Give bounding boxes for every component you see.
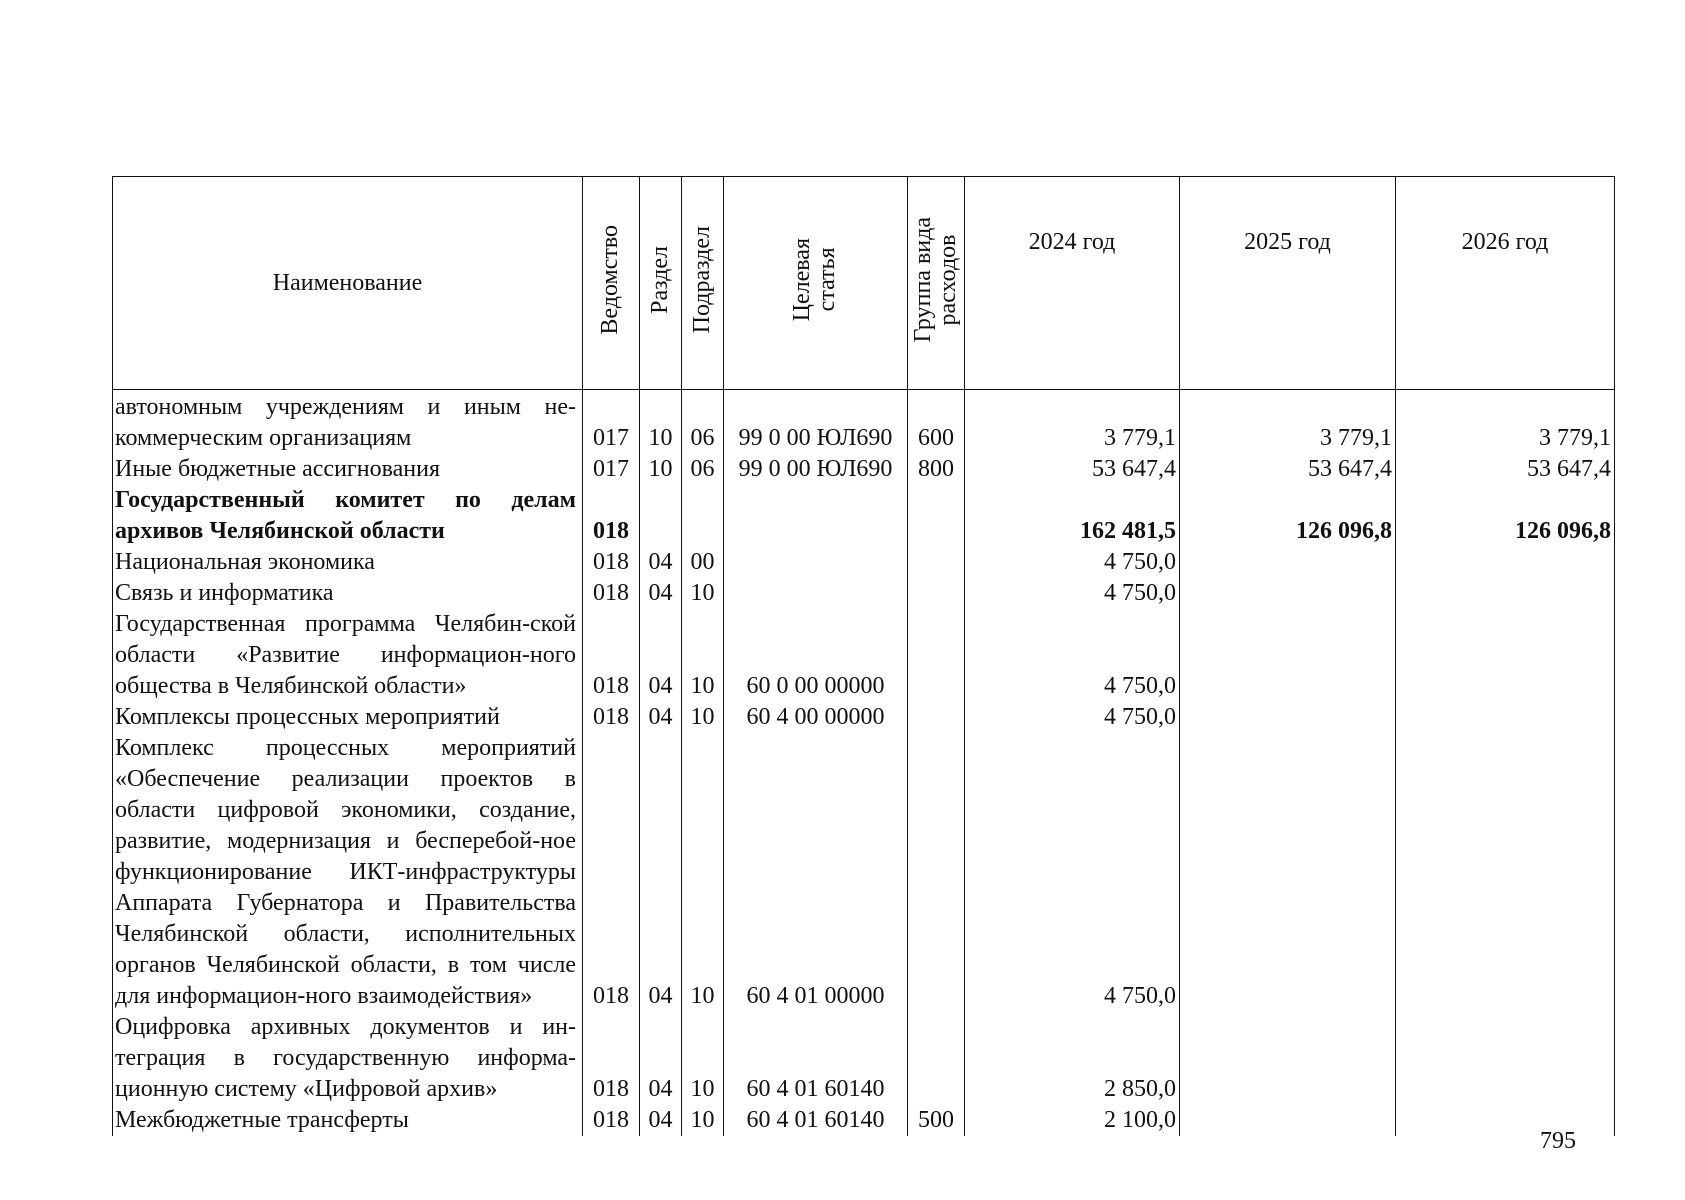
row-name: Оцифровка архивных документов и ин-теграция в государственную информа-ционную систему «Цифровой архив» (113, 1012, 583, 1105)
row-gruppa (908, 547, 965, 578)
row-podrazdel: 00 (682, 547, 724, 578)
row-value-2026 (1396, 733, 1615, 1012)
row-value-2024: 162 481,5 (965, 485, 1180, 547)
row-celevaya-statya: 60 4 01 60140 (724, 1012, 908, 1105)
row-gruppa (908, 578, 965, 609)
row-value-2025: 53 647,4 (1180, 454, 1396, 485)
row-vedomstvo: 018 (583, 702, 640, 733)
row-value-2024: 4 750,0 (965, 578, 1180, 609)
table-row (113, 578, 1615, 609)
row-vedomstvo: 017 (583, 454, 640, 485)
row-vedomstvo: 018 (583, 1105, 640, 1136)
row-razdel (640, 485, 682, 547)
row-podrazdel: 10 (682, 609, 724, 702)
page-number: 795 (1540, 1128, 1576, 1154)
row-value-2026 (1396, 547, 1615, 578)
row-celevaya-statya (724, 485, 908, 547)
row-name: Государственная программа Челябин-ской области «Развитие информацион-ного общества в Челябинской области» (113, 609, 583, 702)
row-name: Государственный комитет по делам архивов Челябинской области (113, 485, 583, 547)
row-celevaya-statya: 60 4 00 00000 (724, 702, 908, 733)
row-podrazdel: 06 (682, 390, 724, 455)
row-razdel: 04 (640, 733, 682, 1012)
row-value-2024: 4 750,0 (965, 547, 1180, 578)
row-value-2025 (1180, 609, 1396, 702)
row-value-2026 (1396, 702, 1615, 733)
table-header (113, 177, 1615, 390)
row-value-2025 (1180, 547, 1396, 578)
row-name: Межбюджетные трансферты (113, 1105, 583, 1136)
row-razdel: 04 (640, 578, 682, 609)
row-name: Комплексы процессных мероприятий (113, 702, 583, 733)
row-name: автономным учреждениям и иным не-коммерческим организациям (113, 390, 583, 455)
row-razdel: 04 (640, 702, 682, 733)
header-razdel: Раздел (640, 177, 682, 390)
row-value-2026 (1396, 1105, 1615, 1136)
row-podrazdel: 10 (682, 1012, 724, 1105)
table-row (113, 609, 1615, 702)
row-vedomstvo: 018 (583, 733, 640, 1012)
row-value-2024: 4 750,0 (965, 702, 1180, 733)
row-value-2025 (1180, 578, 1396, 609)
row-razdel: 10 (640, 454, 682, 485)
row-vedomstvo: 018 (583, 578, 640, 609)
header-year-2024: 2024 год (965, 177, 1180, 390)
row-razdel: 04 (640, 1012, 682, 1105)
row-gruppa: 500 (908, 1105, 965, 1136)
row-podrazdel (682, 485, 724, 547)
row-gruppa (908, 609, 965, 702)
row-value-2025: 126 096,8 (1180, 485, 1396, 547)
row-value-2026 (1396, 578, 1615, 609)
row-value-2025 (1180, 1012, 1396, 1105)
table-body (113, 390, 1615, 1137)
row-value-2024: 4 750,0 (965, 733, 1180, 1012)
row-razdel: 04 (640, 1105, 682, 1136)
row-gruppa (908, 733, 965, 1012)
row-celevaya-statya (724, 547, 908, 578)
row-value-2024: 2 100,0 (965, 1105, 1180, 1136)
table-row (113, 547, 1615, 578)
table-row (113, 390, 1615, 455)
row-value-2024: 53 647,4 (965, 454, 1180, 485)
row-celevaya-statya: 60 4 01 60140 (724, 1105, 908, 1136)
header-year-2025: 2025 год (1180, 177, 1396, 390)
row-razdel: 10 (640, 390, 682, 455)
row-podrazdel: 10 (682, 733, 724, 1012)
row-vedomstvo: 018 (583, 485, 640, 547)
row-podrazdel: 10 (682, 702, 724, 733)
row-value-2025 (1180, 702, 1396, 733)
table-row (113, 485, 1615, 547)
row-value-2024: 3 779,1 (965, 390, 1180, 455)
row-vedomstvo: 018 (583, 1012, 640, 1105)
budget-table (112, 176, 1615, 1136)
row-value-2026: 126 096,8 (1396, 485, 1615, 547)
row-vedomstvo: 018 (583, 609, 640, 702)
row-gruppa (908, 702, 965, 733)
row-name: Комплекс процессных мероприятий «Обеспечение реализации проектов в области цифровой экономики, создание, развитие, модернизация и бесперебой-ное функционирование ИКТ-инфраструктуры Аппарата Губернатора и Правительства Челябинской области, исполнительных органов Челябинской области, в том числе для информацион-ного взаимодействия» (113, 733, 583, 1012)
row-razdel: 04 (640, 609, 682, 702)
row-celevaya-statya: 60 4 01 00000 (724, 733, 908, 1012)
header-podrazdel: Подраздел (682, 177, 724, 390)
row-value-2025 (1180, 733, 1396, 1012)
row-celevaya-statya (724, 578, 908, 609)
row-value-2026 (1396, 1012, 1615, 1105)
header-celevaya-statya: Целевая статья (724, 177, 908, 390)
row-celevaya-statya: 99 0 00 ЮЛ690 (724, 390, 908, 455)
table-row (113, 702, 1615, 733)
row-name: Национальная экономика (113, 547, 583, 578)
header-vedomstvo: Ведомство (583, 177, 640, 390)
row-value-2024: 2 850,0 (965, 1012, 1180, 1105)
row-value-2026: 3 779,1 (1396, 390, 1615, 455)
row-celevaya-statya: 60 0 00 00000 (724, 609, 908, 702)
row-vedomstvo: 017 (583, 390, 640, 455)
row-podrazdel: 06 (682, 454, 724, 485)
table-row (113, 733, 1615, 1012)
row-gruppa: 600 (908, 390, 965, 455)
row-podrazdel: 10 (682, 1105, 724, 1136)
row-value-2025: 3 779,1 (1180, 390, 1396, 455)
header-name: Наименование (113, 177, 583, 390)
row-name: Связь и информатика (113, 578, 583, 609)
row-gruppa (908, 1012, 965, 1105)
row-celevaya-statya: 99 0 00 ЮЛ690 (724, 454, 908, 485)
row-value-2024: 4 750,0 (965, 609, 1180, 702)
table-row (113, 454, 1615, 485)
row-name: Иные бюджетные ассигнования (113, 454, 583, 485)
row-podrazdel: 10 (682, 578, 724, 609)
header-gruppa-vida-rashodov: Группа вида расходов (908, 177, 965, 390)
row-gruppa: 800 (908, 454, 965, 485)
header-year-2026: 2026 год (1396, 177, 1615, 390)
row-gruppa (908, 485, 965, 547)
row-value-2025 (1180, 1105, 1396, 1136)
table-row (113, 1012, 1615, 1105)
row-razdel: 04 (640, 547, 682, 578)
row-value-2026: 53 647,4 (1396, 454, 1615, 485)
row-value-2026 (1396, 609, 1615, 702)
row-vedomstvo: 018 (583, 547, 640, 578)
table-row (113, 1105, 1615, 1136)
